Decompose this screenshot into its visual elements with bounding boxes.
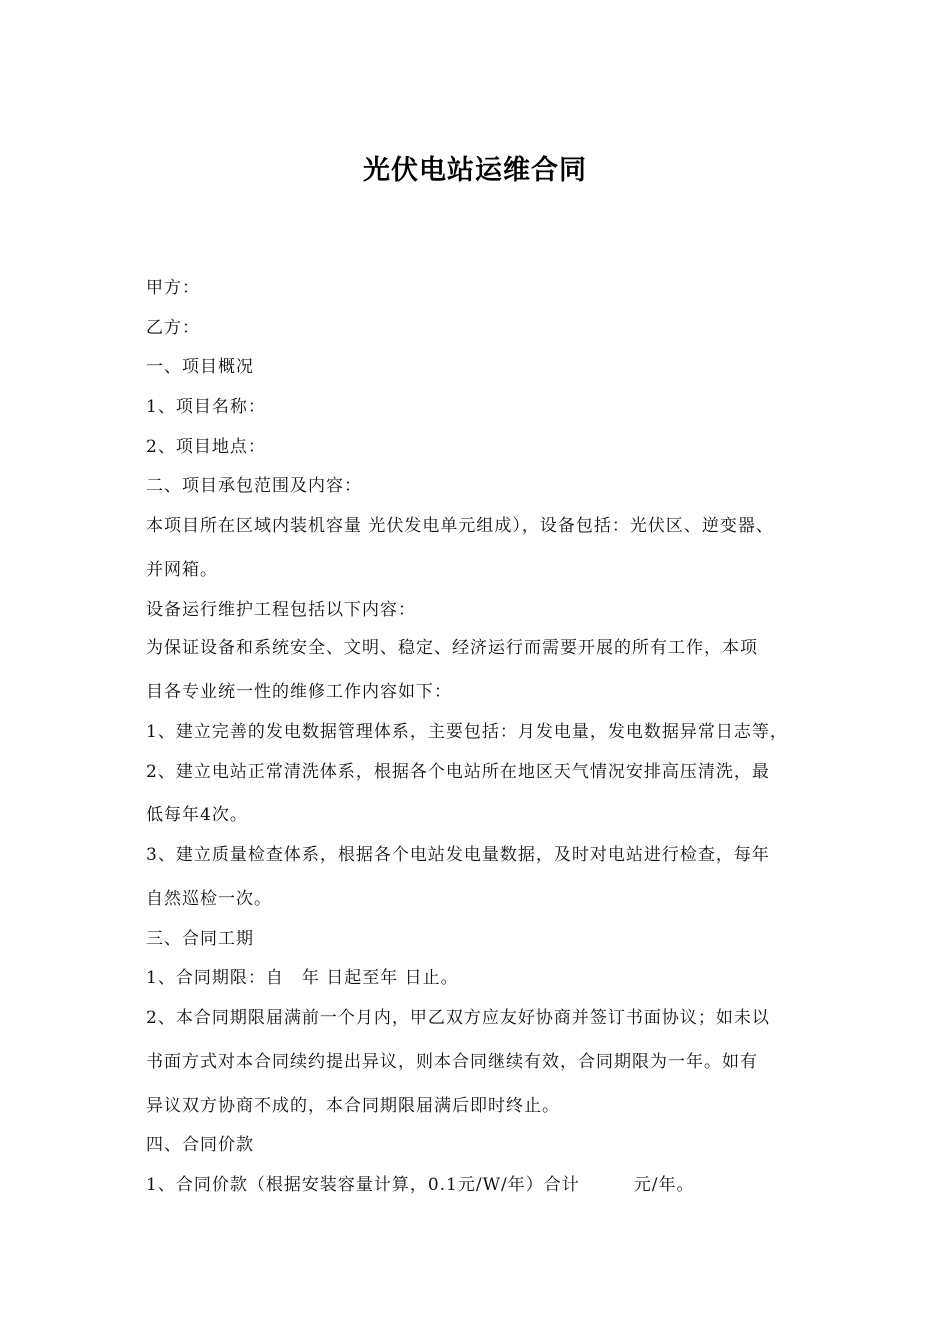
document-title: 光伏电站运维合同 xyxy=(363,155,587,186)
paragraph-line: 1、合同期限：自 年 日起至年 日止。 xyxy=(146,968,459,988)
party-a-line: 甲方： xyxy=(146,278,200,298)
paragraph-line: 2、建立电站正常清洗体系，根据各个电站所在地区天气情况安排高压清洗，最 xyxy=(146,762,770,782)
section-heading: 三、合同工期 xyxy=(146,929,254,949)
paragraph-line: 1、建立完善的发电数据管理体系，主要包括：月发电量，发电数据异常日志等， xyxy=(146,722,788,742)
paragraph-line: 目各专业统一性的维修工作内容如下： xyxy=(146,682,452,702)
paragraph-line: 1、合同价款（根据安装容量计算，0.1元/W/年）合计 元/年。 xyxy=(146,1175,695,1195)
party-b-line: 乙方： xyxy=(146,318,200,338)
paragraph-line: 自然巡检一次。 xyxy=(146,889,272,909)
paragraph-line: 2、项目地点： xyxy=(146,437,266,457)
paragraph-line: 设备运行维护工程包括以下内容： xyxy=(146,600,416,620)
section-heading: 四、合同价款 xyxy=(146,1135,254,1155)
paragraph-line: 3、建立质量检查体系，根据各个电站发电量数据，及时对电站进行检查，每年 xyxy=(146,845,770,865)
paragraph-line: 异议双方协商不成的，本合同期限届满后即时终止。 xyxy=(146,1096,560,1116)
paragraph-line: 本项目所在区域内装机容量 光伏发电单元组成），设备包括：光伏区、逆变器、 xyxy=(146,516,774,536)
paragraph-line: 低每年4次。 xyxy=(146,805,248,825)
paragraph-line: 2、本合同期限届满前一个月内，甲乙双方应友好协商并签订书面协议；如未以 xyxy=(146,1008,770,1028)
section-heading: 一、项目概况 xyxy=(146,357,254,377)
paragraph-line: 1、项目名称： xyxy=(146,397,266,417)
paragraph-line: 并网箱。 xyxy=(146,560,218,580)
paragraph-line: 书面方式对本合同续约提出异议，则本合同继续有效，合同期限为一年。如有 xyxy=(146,1052,758,1072)
section-heading: 二、项目承包范围及内容： xyxy=(146,476,362,496)
paragraph-line: 为保证设备和系统安全、文明、稳定、经济运行而需要开展的所有工作，本项 xyxy=(146,638,758,658)
